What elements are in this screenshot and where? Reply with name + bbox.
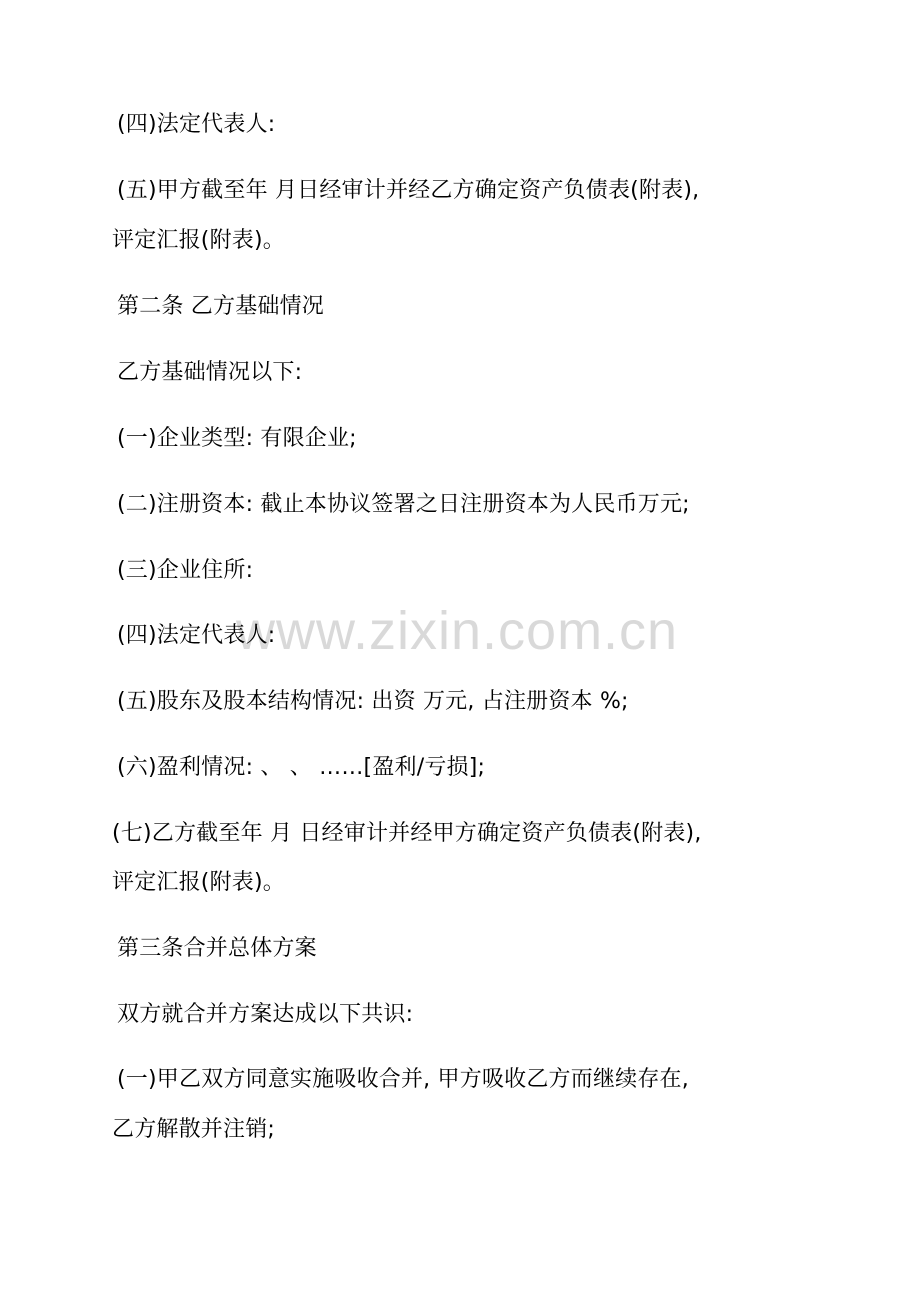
clause-party-b-balance-sheet: (七)乙方截至年 月 日经审计并经甲方确定资产负债表(附表), <box>112 821 702 846</box>
clause-company-address: (三)企业住所: <box>117 558 254 583</box>
clause-party-a-evaluation-report: 评定汇报(附表)。 <box>112 228 285 253</box>
party-b-intro: 乙方基础情况以下: <box>117 360 303 385</box>
clause-party-a-balance-sheet: (五)甲方截至年 月日经审计并经乙方确定资产负债表(附表), <box>117 178 700 203</box>
clause-registered-capital: (二)注册资本: 截止本协议签署之日注册资本为人民币万元; <box>117 492 690 517</box>
clause-shareholder-structure: (五)股东及股本结构情况: 出资 万元, 占注册资本 %; <box>117 689 629 714</box>
clause-absorption-merger: (一)甲乙双方同意实施吸收合并, 甲方吸收乙方而继续存在, <box>117 1067 689 1092</box>
merger-consensus-intro: 双方就合并方案达成以下共识: <box>117 1002 414 1027</box>
watermark: www.zixin.com.cn <box>236 601 679 661</box>
clause-party-b-evaluation-report: 评定汇报(附表)。 <box>112 870 285 895</box>
clause-company-type: (一)企业类型: 有限企业; <box>117 426 357 451</box>
clause-legal-representative-a: (四)法定代表人: <box>117 112 276 137</box>
clause-legal-representative-b: (四)法定代表人: <box>117 623 276 648</box>
article-three-heading: 第三条合并总体方案 <box>117 936 317 961</box>
clause-party-b-dissolution: 乙方解散并注销; <box>112 1117 276 1142</box>
article-two-heading: 第二条 乙方基础情况 <box>117 294 324 319</box>
clause-profit-status: (六)盈利情况: 、 、 ……[盈利/亏损]; <box>117 755 486 780</box>
